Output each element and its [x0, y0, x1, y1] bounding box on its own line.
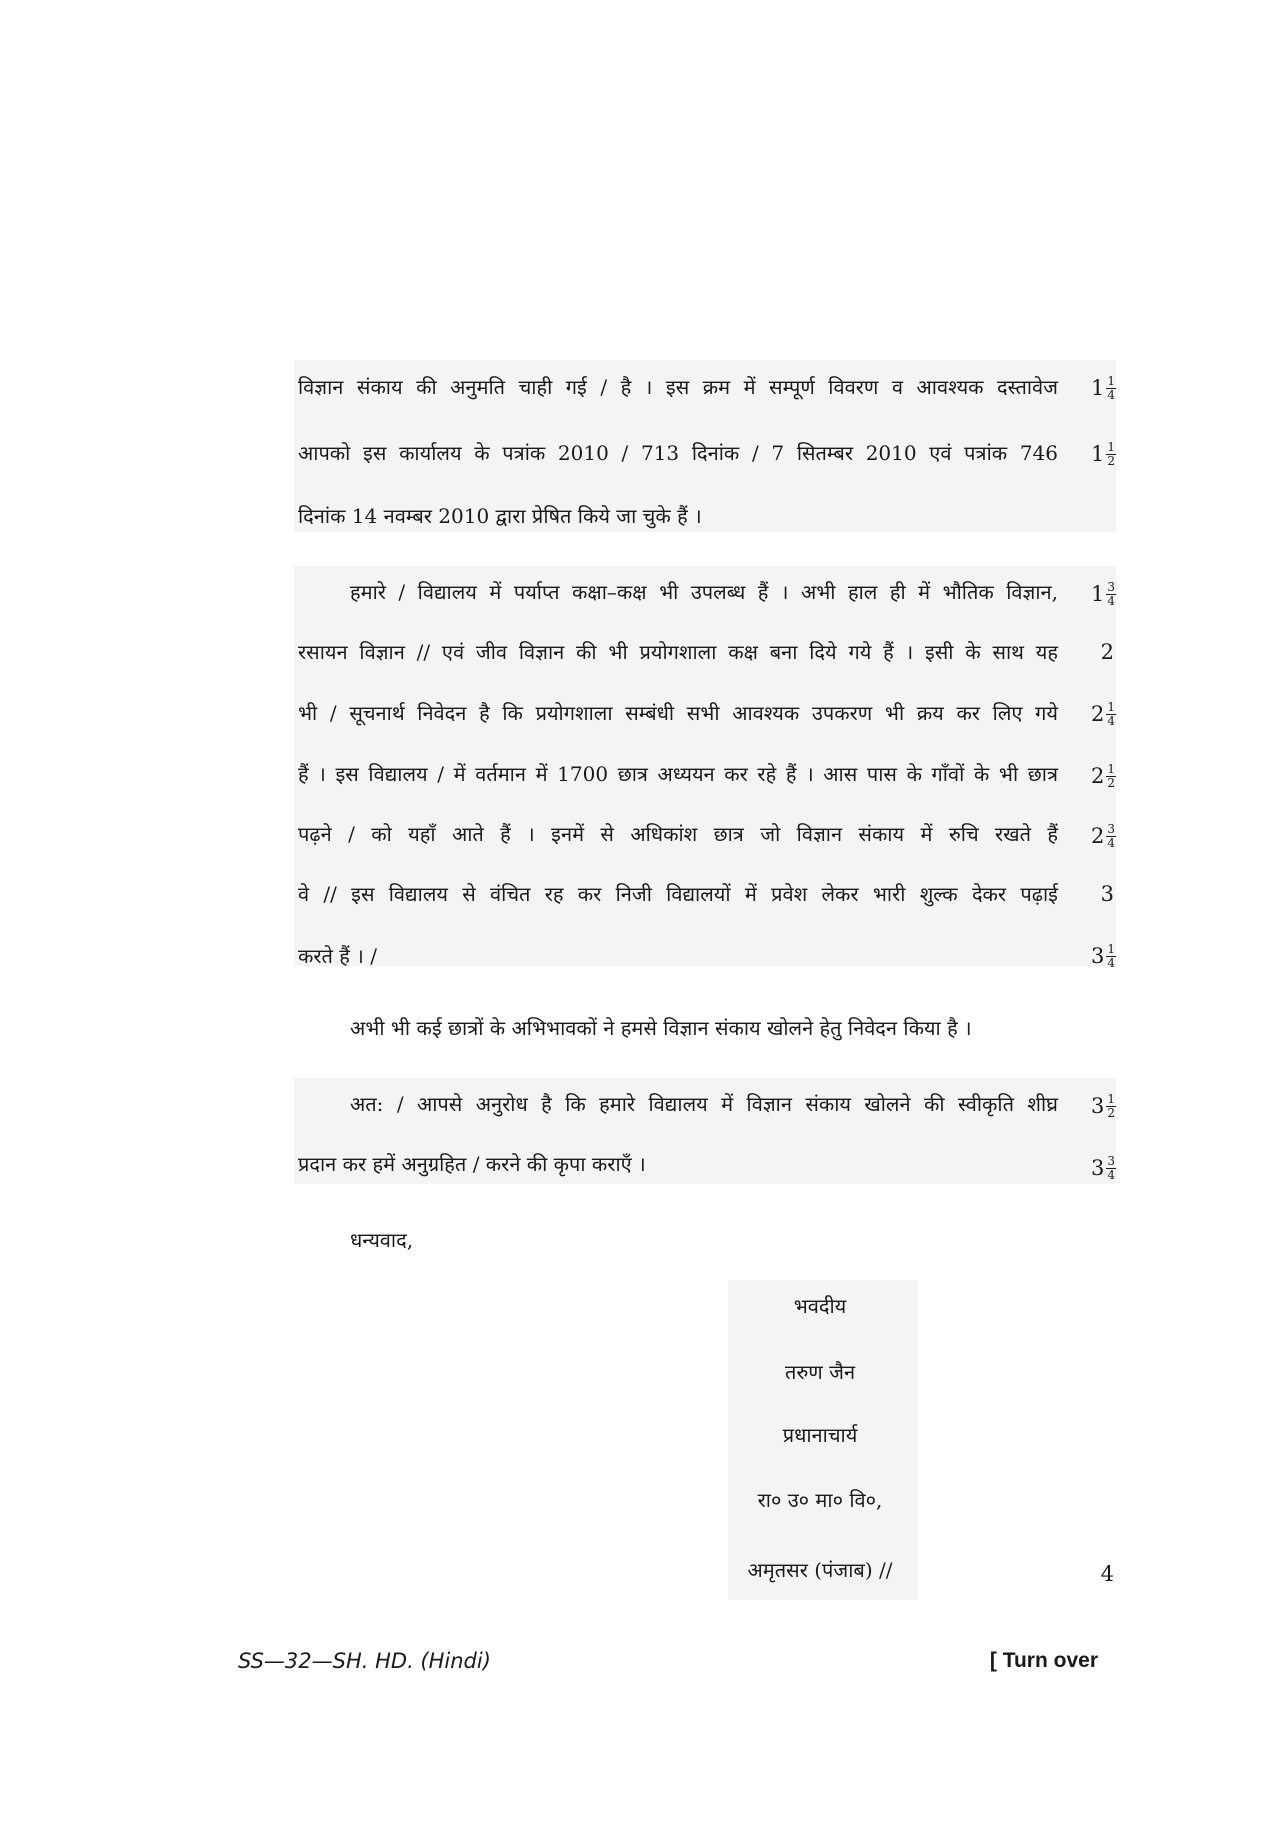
text-line: अत: / आपसे अनुरोध है कि हमारे विद्यालय में विज्ञान संकाय खोलने की स्वीकृति शीघ्र [350, 1092, 1058, 1116]
marks-annotation: 3 $\frac{1}{4}$ [1090, 941, 1115, 970]
marks-annotation: 1 $\frac{1}{2}$ [1090, 439, 1115, 468]
text-line: हमारे / विद्यालय में पर्याप्त कक्षा–कक्ष भी उपलब्ध हैं । अभी हाल ही में भौतिक विज्ञान, [350, 580, 1058, 604]
marks-annotation: 1 $\frac{1}{4}$ [1090, 373, 1115, 402]
marks-annotation: 4 [1100, 1562, 1114, 1586]
footer-code: SS—32—SH. HD. (Hindi) [238, 1649, 491, 1673]
text-line: प्रदान कर हमें अनुग्रहित / करने की कृपा कराएँ । [298, 1152, 646, 1176]
marks-annotation: 2 $\frac{3}{4}$ [1090, 821, 1115, 850]
text-line: अभी भी कई छात्रों के अभिभावकों ने हमसे विज्ञान संकाय खोलने हेतु निवेदन किया है । [350, 1016, 972, 1040]
text-line: पढ़ने / को यहाँ आते हैं । इनमें से अधिकांश छात्र जो विज्ञान संकाय में रुचि रखते हैं [298, 822, 1058, 846]
closing-text: धन्यवाद, [350, 1228, 414, 1252]
signature-line: भवदीय [793, 1294, 847, 1318]
marks-annotation: 2 $\frac{1}{2}$ [1090, 761, 1115, 790]
turn-over-label: [ Turn over [989, 1649, 1098, 1672]
text-line: भी / सूचनार्थ निवेदन है कि प्रयोगशाला सम्बंधी सभी आवश्यक उपकरण भी क्रय कर लिए गये [298, 701, 1058, 725]
text-line: वे // इस विद्यालय से वंचित रह कर निजी विद्यालयों में प्रवेश लेकर भारी शुल्क देकर पढ़ाई [298, 882, 1058, 906]
text-line: रसायन विज्ञान // एवं जीव विज्ञान की भी प्रयोगशाला कक्ष बना दिये गये हैं । इसी के साथ यह [298, 640, 1058, 664]
marks-annotation: 3 [1100, 882, 1114, 906]
text-line: करते हैं । / [298, 944, 377, 968]
marks-annotation: 2 [1100, 640, 1114, 664]
marks-annotation: 3 $\frac{3}{4}$ [1090, 1153, 1115, 1182]
signature-school: रा० उ० मा० वि०, [757, 1488, 883, 1512]
signature-designation: प्रधानाचार्य [782, 1423, 858, 1447]
text-line: विज्ञान संकाय की अनुमति चाही गई / है । इस क्रम में सम्पूर्ण विवरण व आवश्यक दस्तावेज [298, 375, 1058, 399]
text-line: दिनांक 14 नवम्बर 2010 द्वारा प्रेषित किये जा चुके हैं । [298, 504, 702, 528]
signature-name: तरुण जैन [784, 1360, 856, 1384]
marks-annotation: 1 $\frac{3}{4}$ [1090, 579, 1115, 608]
signature-city: अमृतसर (पंजाब) // [747, 1558, 893, 1582]
text-line: आपको इस कार्यालय के पत्रांक 2010 / 713 दिनांक / 7 सितम्बर 2010 एवं पत्रांक 746 [298, 441, 1058, 465]
text-line: हैं । इस विद्यालय / में वर्तमान में 1700 छात्र अध्ययन कर रहे हैं । आस पास के गाँवों के भी छात्र [298, 762, 1058, 786]
marks-annotation: 2 $\frac{1}{4}$ [1090, 699, 1115, 728]
marks-annotation: 3 $\frac{1}{2}$ [1090, 1091, 1115, 1120]
